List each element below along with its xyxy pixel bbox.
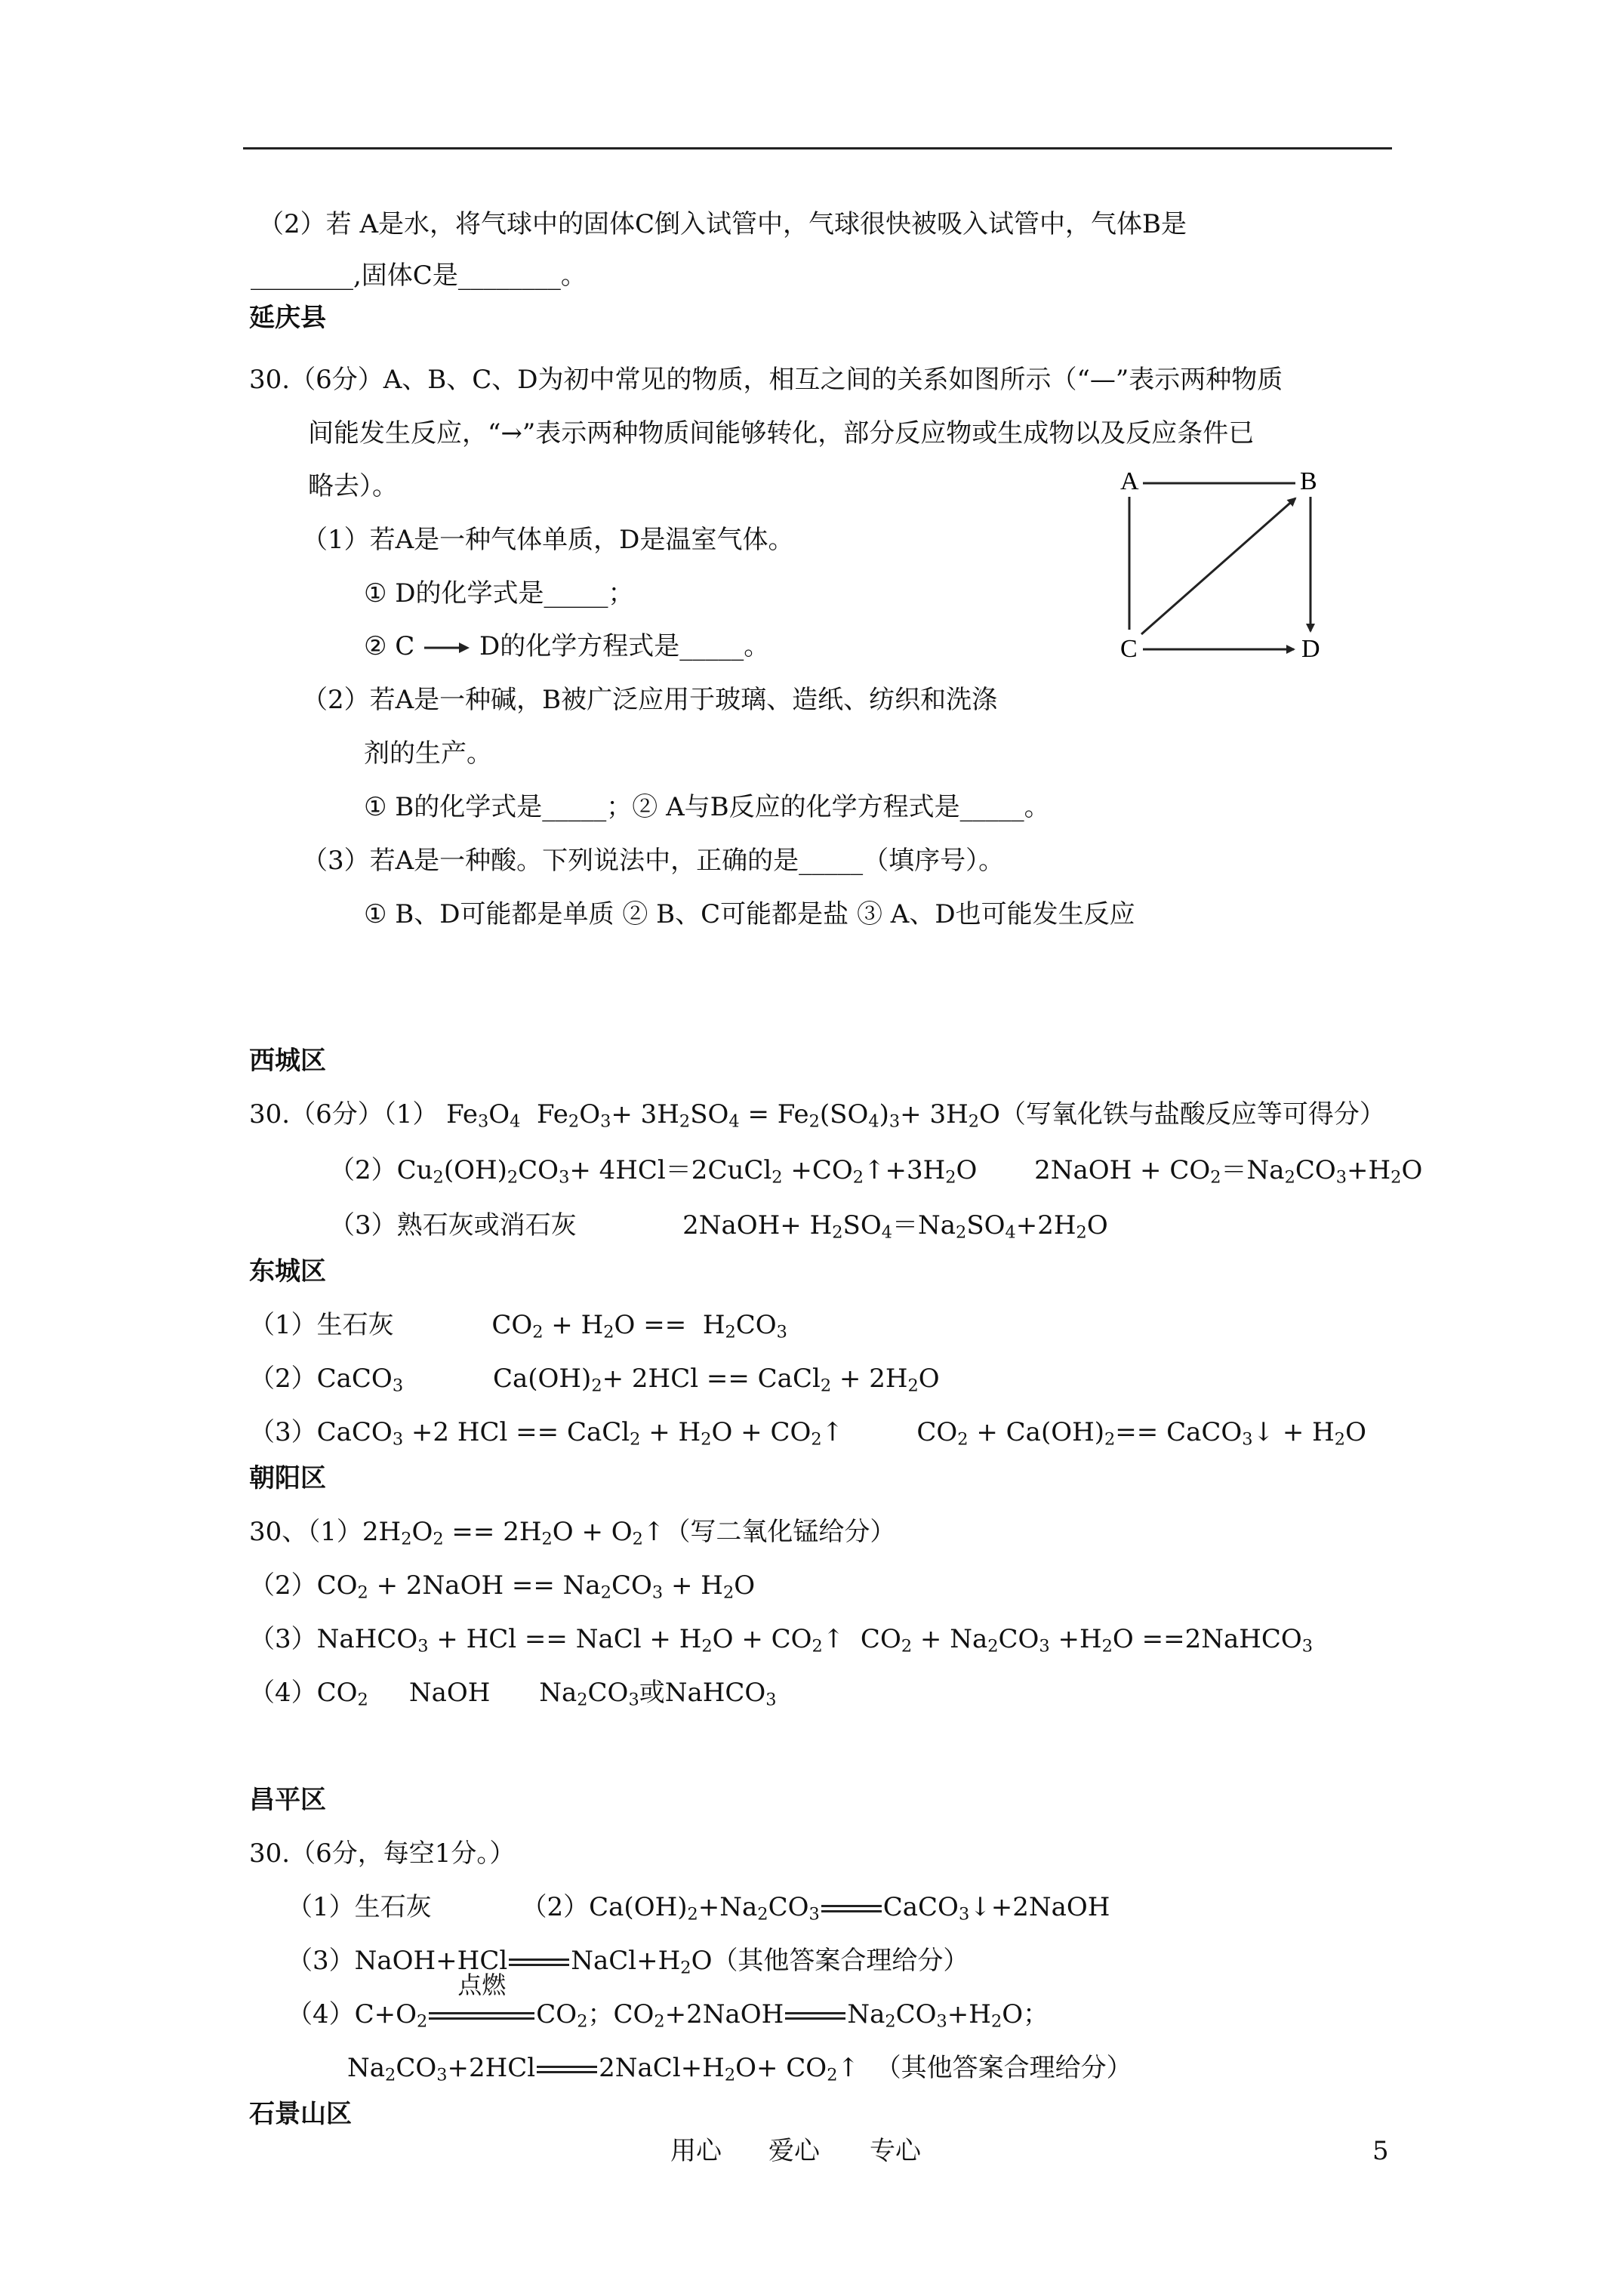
relationship-diagram: [1110, 467, 1336, 670]
chaoyang-answer-1: 30、$(1)2H_2O_2 == 2H_2O$ + $O_2↑$（写二氧化锰给分）: [249, 1517, 896, 1549]
q30-intro-line-1: 30.（6分）A、B、C、D为初中常见的物质，相互之间的关系如图所示（“—”表示两种物质: [249, 365, 1283, 395]
footer-mid: 爱心: [768, 2136, 820, 2166]
changping-note-3: （其他答案合理给分）: [712, 1946, 969, 1976]
node-a-label: A: [1120, 467, 1139, 495]
chaoyang-answer-4: $(4)CO_2$ NaOH $Na_2CO_3$或NaHCO$_3$: [249, 1678, 777, 1710]
changping-answer-4: $(4)C+O_2$ 点燃 $CO_2$；$CO_2+2NaOH$ $Na_2CO_3+H_2O$；: [287, 1971, 1049, 2032]
heading-changping: 昌平区: [249, 1785, 326, 1815]
q30-part3: （3）若A是一种酸。下列说法中，正确的是_____（填序号）。: [302, 846, 1005, 876]
changping-answer-1-2: （1）生石灰 $(2)Ca(OH)_2+Na_2CO_3$ CaCO$_3$↓+2NaOH: [287, 1892, 1110, 1925]
page-number: 5: [1372, 2136, 1389, 2166]
q2-line-1: （2）若 A是水，将气球中的固体C倒入试管中，气球很快被吸入试管中，气体B是: [258, 209, 1187, 239]
condition-ignite: 点燃: [457, 1971, 507, 1999]
heading-dongcheng: 东城区: [249, 1256, 326, 1287]
q2-mid-text: ,固体C是: [353, 260, 458, 291]
q2-line-2: [251, 260, 587, 291]
node-c-label: C: [1120, 635, 1138, 663]
heading-shijingshan: 石景山区: [249, 2099, 352, 2129]
q30-part2-c: ① B的化学式是_____；② A与B反应的化学方程式是_____。: [364, 792, 1050, 822]
xicheng-answer-2: $(2)Cu_2(OH)_2CO_3+$ 4HCl＝2CuCl$_2$ $+CO_2↑+3H_2O$ 2NaOH + $CO_2=Na_2CO_3+H_2O$: [329, 1155, 1423, 1188]
q2-end-text: 。: [560, 260, 587, 291]
header-rule: [243, 147, 1392, 149]
dongcheng-answer-1: （1）生石灰 $CO_2 + H_2O == H_2CO_3$: [249, 1310, 787, 1342]
q30-part1: （1）若A是一种气体单质，D是温室气体。: [302, 525, 794, 555]
heading-xicheng: 西城区: [249, 1046, 326, 1076]
xicheng-answer-3: （3）熟石灰或消石灰 2NaOH+ $H_2SO_4=Na_2SO_4+2H_2O$: [329, 1210, 1108, 1243]
q30-part1-b-pre: ② C: [364, 631, 415, 661]
arrow-c-b: [1141, 498, 1295, 634]
heading-yanqing: 延庆县: [249, 303, 326, 333]
answer-blank: ________: [251, 260, 353, 291]
node-b-label: B: [1300, 467, 1317, 495]
q30-part1-a: ① D的化学式是_____；: [364, 578, 634, 609]
chaoyang-answer-3: （3）NaHCO$_3$ + HCl == NaCl + $H_2O$ + $CO_2↑$ $CO_2 + Na_2CO_3 +H_2O$ ==2NaHCO$_3$: [249, 1624, 1313, 1657]
changping-note-4b: （其他答案合理给分）: [875, 2053, 1132, 2083]
xicheng-note: （写氧化铁与盐酸反应等可得分）: [999, 1099, 1385, 1130]
q30-intro-line-3: 略去）。: [308, 471, 398, 501]
changping-answer-4b: $Na_2CO_3+2HCl$ $2NaCl+H_2O+$ $CO_2↑$ （其他答案合理给分）: [347, 2053, 1132, 2085]
heading-chaoyang: 朝阳区: [249, 1463, 326, 1493]
changping-intro: 30.（6分，每空1分。）: [249, 1838, 516, 1869]
q30-part3-options: ① B、D可能都是单质 ② B、C可能都是盐 ③ A、D也可能发生反应: [364, 899, 1135, 929]
q30-part2-a: （2）若A是一种碱，B被广泛应用于玻璃、造纸、纺织和洗涤: [302, 685, 998, 715]
q30-intro-line-2: 间能发生反应，“→”表示两种物质间能够转化，部分反应物或生成物以及反应条件已: [308, 418, 1255, 448]
chaoyang-answer-2: $(2)CO_2$ + 2NaOH == $Na_2CO_3 + H_2O$: [249, 1570, 756, 1603]
footer-left: 用心: [670, 2136, 722, 2166]
dongcheng-answer-3: （3）CaCO$_3$ +2 HCl == CaCl$_2$ + $H_2O$ + $CO_2↑$ $CO_2 + Ca(OH)_2==$ CaCO$_3$↓ + $H_2O$: [249, 1417, 1366, 1450]
xicheng-answer-1: 30.（6分）（1） $Fe_3O_4$ $Fe_2O_3+ 3H_2SO_4 = Fe_2(SO_4)_3+ 3H_2O$（写氧化铁与盐酸反应等可得分）: [249, 1099, 1385, 1132]
arrow-right-icon: [423, 639, 471, 657]
dongcheng-answer-2: （2）CaCO$_3$ $Ca(OH)_2+ 2HCl$ == CaCl$_2$ + $2H_2O$: [249, 1364, 940, 1396]
footer-right: 专心: [870, 2136, 921, 2166]
q30-part1-b: [364, 631, 769, 662]
changping-answer-3: （3）NaOH+HCl $NaCl+H_2O$（其他答案合理给分）: [287, 1946, 969, 1978]
q30-part2-b: 剂的生产。: [364, 738, 492, 769]
chaoyang-note: （写二氧化锰给分）: [664, 1517, 896, 1547]
node-d-label: D: [1301, 635, 1320, 663]
q30-part1-b-post: D的化学方程式是_____。: [479, 631, 770, 661]
answer-blank: ________: [457, 260, 561, 291]
